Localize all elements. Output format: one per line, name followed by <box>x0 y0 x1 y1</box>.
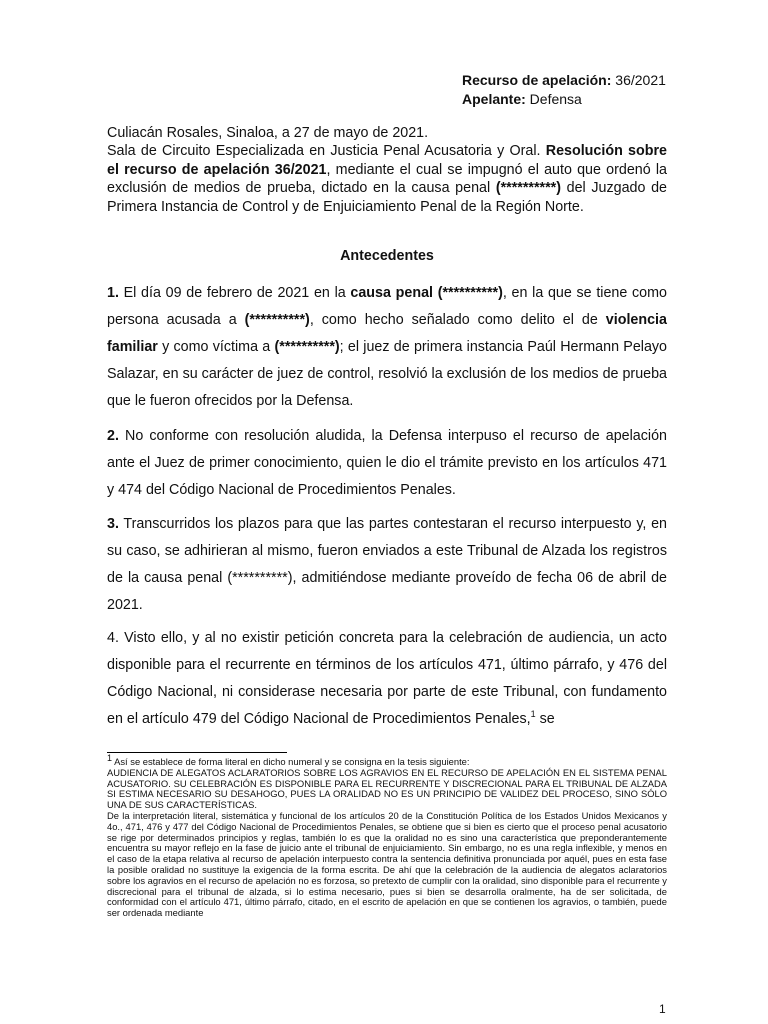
recurso-label: Recurso de apelación: <box>462 72 612 88</box>
paragraph-number: 1. <box>107 285 119 301</box>
para1-text-1: El día 09 de febrero de 2021 en la <box>118 285 351 301</box>
apelante-label: Apelante: <box>462 91 526 107</box>
intro-causa: (**********) <box>495 180 561 197</box>
para3-text: Transcurridos los plazos para que las partes contestaran el recurso interpuesto y, en su caso, se adhirieran al mismo, fueron enviados a este Tribunal de Alzada los registros de la causa penal (**********), admitiéndose mediante proveído de fecha 06 de abril de 2021. <box>107 516 667 613</box>
paragraph-3 <box>107 511 667 619</box>
paragraph-1 <box>107 280 667 415</box>
para1-bold-2: (**********) <box>244 312 310 328</box>
footnote-body: De la interpretación literal, sistemática y funcional de los artículos 20 de la Constitución Política de los Estados Unidos Mexicanos y 4o., 471, 476 y 477 del Código Nacional de Procedimientos Penales, se obtiene que si bien es cierto que el proceso penal acusatorio se rige por determinados principios y reglas, también lo es que la oralidad no es sino una característica que preponderantemente encuentra su mayor reflejo en la fase de juicio ante el tribunal de enjuiciamiento. Sin embargo, no es una regla inflexible, y menos en el caso de la etapa relativa al recurso de apelación interpuesto contra la sentencia definitiva pronunciada por aquél, pues en esta fase la posible oralidad no sustituye la exigencia de la forma escrita. De ahí que la celebración de la audiencia de alegatos aclaratorios sobre los agravios en el recurso de apelación no es forzosa, so pretexto de cumplir con la oralidad, sino disponible para el recurrente y discrecional para el tribunal de alzada, si lo estima necesario, pues si bien se desarrolla oralmente, ha de ser solicitada, de conformidad con el artículo 471, último párrafo, citado, en el escrito de apelación en que se contienen los agravios, o también, puede ser ordenada mediante <box>107 809 667 919</box>
place-date: Culiacán Rosales, Sinaloa, a 27 de mayo de 2021. <box>107 125 429 141</box>
para4-tail: se <box>535 711 555 727</box>
resolucion-title: Resolución sobre el recurso de apelación 36/2021 <box>107 143 667 178</box>
para1-text-3: , como hecho señalado como delito el de <box>309 312 606 328</box>
footnote-intro-text: Así se establece de forma literal en dicho numeral y se consigna en la tesis siguiente: <box>112 756 470 767</box>
footnote-thesis-title: AUDIENCIA DE ALEGATOS ACLARATORIOS SOBRE LOS AGRAVIOS EN EL RECURSO DE APELACIÓN EN EL SISTEMA PENAL ACUSATORIO. SU CELEBRACIÓN ES DISPONIBLE PARA EL RECURRENTE Y DISCRECIONAL PARA EL TRIBUNAL DE ALZADA SI ESTIMA NECESARIO SU DESAHOGO, PUES LA ORALIDAD NO ES UN PRINCIPIO DE VALIDEZ DEL PROCESO, SINO SÓLO UNA DE SUS CARACTERÍSTICAS. <box>107 766 667 811</box>
apelante-line <box>462 90 666 109</box>
recurso-line <box>462 71 666 90</box>
paragraph-number: 3. <box>107 516 119 532</box>
para1-text-5: ; el juez de primera instancia Paúl Hermann Pelayo Salazar, en su carácter de juez de control, resolvió la exclusión de los medios de prueba que le fueron ofrecidos por la Defensa. <box>107 339 667 409</box>
para1-text-2: , en la que se tiene como persona acusada a <box>107 285 667 328</box>
para1-text-4: y como víctima a <box>157 339 275 355</box>
para2-text: No conforme con resolución aludida, la Defensa interpuso el recurso de apelación ante el Juez de primer conocimiento, quien le dio el trámite previsto en los artículos 471 y 474 del Código Nacional de Procedimientos Penales. <box>107 428 667 498</box>
section-heading: Antecedentes <box>340 248 434 264</box>
para4-text: 4. Visto ello, y al no existir petición concreta para la celebración de audiencia, un acto disponible para el recurrente en términos de los artículos 471, último párrafo, y 476 del Código Nacional, ni considerase necesaria por parte de este Tribunal, con fundamento en el artículo 479 del Código Nacional de Procedimientos Penales, <box>107 630 667 727</box>
footnote <box>107 752 667 919</box>
paragraph-2 <box>107 423 667 504</box>
intro-body <box>107 142 667 216</box>
para1-bold-3: violencia familiar <box>107 312 667 355</box>
recurso-value: 36/2021 <box>611 72 666 88</box>
para1-bold-1: causa penal (**********) <box>350 285 503 301</box>
paragraph-number: 2. <box>107 428 119 444</box>
page-number: 1 <box>659 1002 666 1016</box>
case-header <box>462 71 666 109</box>
paragraph-4 <box>107 625 667 733</box>
sala-text: Sala de Circuito Especializada en Justicia Penal Acusatoria y Oral. <box>107 143 541 160</box>
footnote-divider <box>107 752 287 753</box>
footnote-marker: 1 <box>107 752 113 763</box>
apelante-value: Defensa <box>525 91 582 107</box>
footnote-ref[interactable]: 1 <box>530 709 536 720</box>
intro-text-2: del Juzgado de Primera Instancia de Control y de Enjuiciamiento Penal de la Región Norte. <box>107 180 667 215</box>
intro-paragraph <box>107 124 667 216</box>
para1-bold-4: (**********) <box>274 339 340 355</box>
intro-text-1: , mediante el cual se impugnó el auto que ordenó la exclusión de medios de prueba, dictado en la causa penal <box>107 161 667 197</box>
